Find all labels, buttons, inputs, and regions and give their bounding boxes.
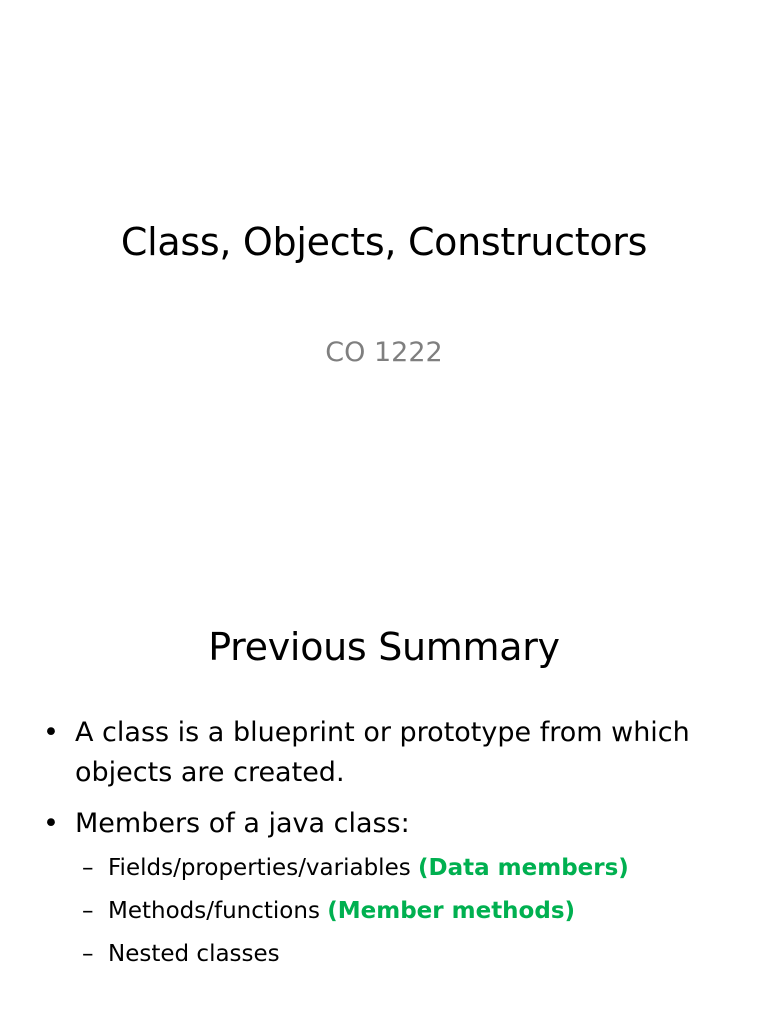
bullet-list <box>0 713 768 976</box>
bullet-marker: • <box>43 717 59 748</box>
dash-marker: – <box>82 898 94 924</box>
bullet-text: Members of a java class: <box>75 808 410 839</box>
sub-bullet-text: Methods/functions <box>108 898 328 924</box>
dash-marker: – <box>82 941 94 967</box>
section-title: Previous Summary <box>208 625 560 669</box>
sub-bullet-item <box>0 890 768 933</box>
slide-subtitle: CO 1222 <box>325 337 443 368</box>
bullet-item <box>0 713 768 793</box>
bullet-item <box>0 804 768 844</box>
sub-bullet-text: Nested classes <box>108 941 280 967</box>
dash-marker: – <box>82 855 94 881</box>
sub-bullet-list <box>0 847 768 976</box>
slide-title: Class, Objects, Constructors <box>120 220 648 264</box>
sub-bullet-text: Fields/properties/variables <box>108 855 419 881</box>
sub-bullet-item <box>0 847 768 890</box>
bullet-marker: • <box>43 808 59 839</box>
summary-slide <box>0 576 768 1024</box>
bullet-text: A class is a blueprint or prototype from which objects are created. <box>75 717 690 788</box>
highlight-text: (Data members) <box>418 855 629 881</box>
highlight-text: (Member methods) <box>327 898 576 924</box>
sub-bullet-item <box>0 933 768 976</box>
